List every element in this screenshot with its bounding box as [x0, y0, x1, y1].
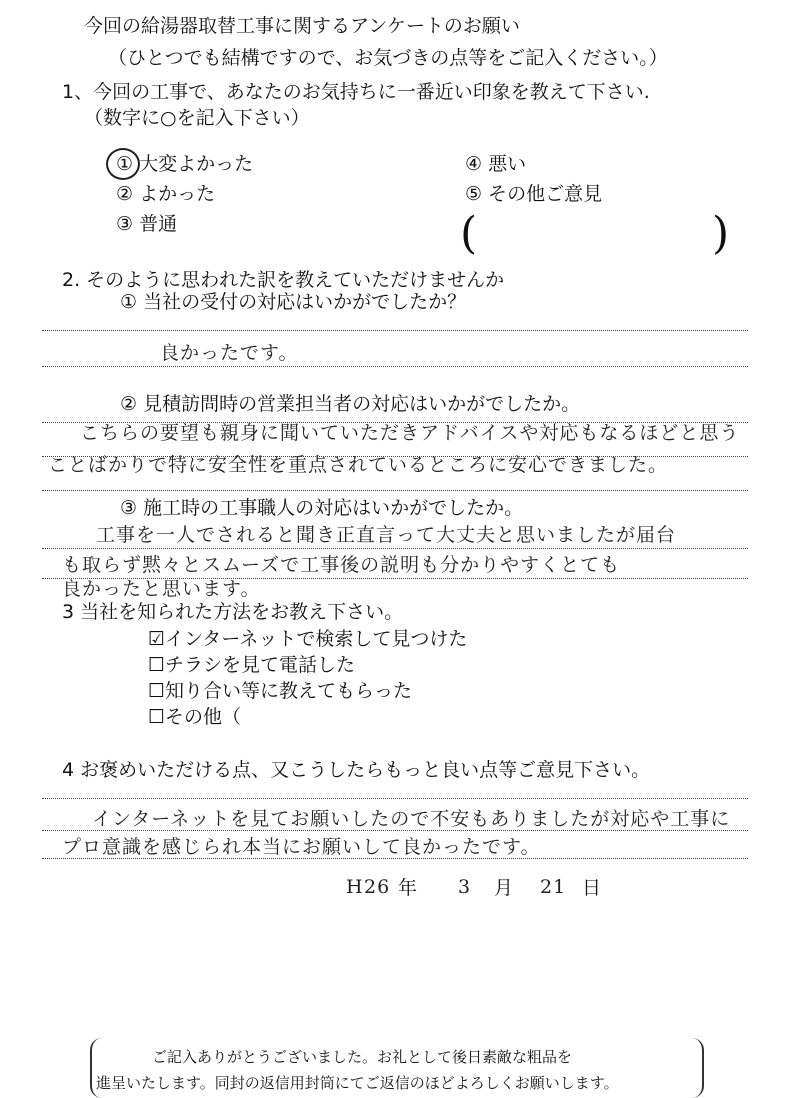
q4-heading: 4 お褒めいただける点、又こうしたらもっと良い点等ご意見下さい。 [62, 759, 651, 781]
q2-answer3-line3: 良かったと思います。 [62, 578, 261, 600]
q1-option-2[interactable]: ② よかった [116, 183, 216, 205]
q1-other-open-paren: ( [460, 208, 478, 259]
q2-answer2-line2: ことばかりで特に安全性を重点されているところに安心できました。 [48, 454, 669, 476]
q1-option-3[interactable]: ③ 普通 [116, 213, 178, 235]
q1-other-close-paren: ) [712, 208, 730, 259]
q1-option-1[interactable]: ① 大変よかった [116, 153, 254, 175]
answer-rule [42, 490, 748, 491]
q2-sub1: ① 当社の受付の対応はいかがでしたか？ [120, 291, 467, 313]
answer-rule [42, 330, 748, 331]
q2-answer1: 良かったです。 [160, 342, 299, 364]
q4-answer-line2: プロ意識を感じられ本当にお願いして良かったです。 [62, 836, 541, 858]
date-day: 21 [540, 876, 567, 898]
survey-title: 今回の給湯器取替工事に関するアンケートのお願い [84, 15, 520, 37]
q2-answer3-line2: も取らず黙々とスムーズで工事後の説明も分かりやすくとても [62, 554, 621, 576]
q2-heading: 2. そのように思われた訳を教えていただけませんか [62, 269, 505, 291]
survey-subtitle: （ひとつでも結構ですので、お気づきの点等をご記入ください。） [108, 47, 668, 69]
q3-heading: 3 当社を知られた方法をお教え下さい。 [62, 601, 404, 623]
date-month-label: 月 [494, 877, 514, 899]
date-month: 3 [458, 876, 472, 898]
date-year: 26 [364, 876, 391, 898]
q2-sub3: ③ 施工時の工事職人の対応はいかがでしたか。 [120, 497, 524, 519]
q3-option-acquaintance[interactable]: ☐知り合い等に教えてもらった [148, 680, 413, 702]
q1-option-5[interactable]: ⑤ その他ご意見 [465, 183, 603, 205]
date-year-label: 年 [398, 877, 418, 899]
answer-rule [42, 830, 748, 831]
q1-option-4[interactable]: ④ 悪い [465, 153, 527, 175]
q4-answer-line1: インターネットを見てお願いしたので不安もありましたが対応や工事に [92, 808, 731, 830]
date-day-label: 日 [582, 877, 602, 899]
answer-rule [42, 798, 748, 799]
q3-option-other[interactable]: ☐その他（ [148, 706, 242, 728]
footer-line-1: ご記入ありがとうございました。お礼として後日素敵な粗品を [152, 1048, 573, 1066]
answer-rule [42, 548, 748, 549]
q1-note: （数字に○を記入下さい） [84, 107, 310, 129]
footer-line-2: 進呈いたします。同封の返信用封筒にてご返信のほどよろしくお願いします。 [96, 1074, 619, 1092]
q2-sub2: ② 見積訪問時の営業担当者の対応はいかがでしたか。 [120, 393, 581, 415]
q1-heading: 1、今回の工事で、あなたのお気持ちに一番近い印象を教えて下さい. [62, 81, 650, 103]
q3-option-internet[interactable]: ☑インターネットで検索して見つけた [148, 628, 468, 650]
q3-option-flyer[interactable]: ☐チラシを見て電話した [148, 654, 356, 676]
answer-rule [42, 858, 748, 859]
date-era: H [346, 876, 364, 898]
q2-answer3-line1: 工事を一人でされると聞き正直言って大丈夫と思いましたが届台 [96, 524, 677, 546]
q2-answer2-line1: こちらの要望も親身に聞いていただきアドバイスや対応もなるほどと思う [80, 422, 740, 444]
answer-rule [42, 366, 748, 367]
